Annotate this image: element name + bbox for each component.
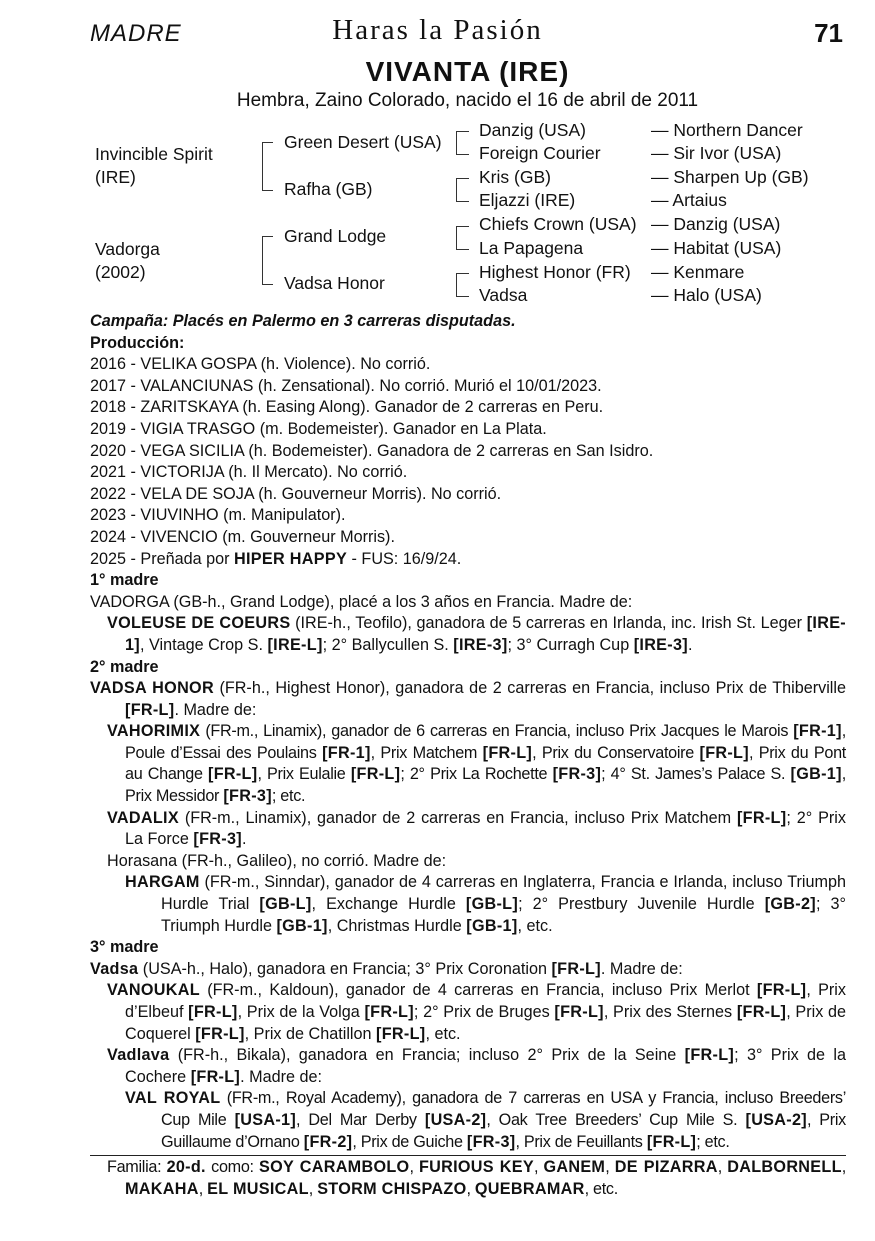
horse-name: VIVANTA (IRE) bbox=[365, 56, 570, 87]
production-heading: Producción: bbox=[90, 333, 185, 352]
production-item: 2018 - ZARITSKAYA (h. Easing Along). Ganador de 2 carreras en Peru. bbox=[90, 398, 604, 417]
horse-name: Vadsa bbox=[90, 959, 139, 978]
gen4-horse: — Habitat (USA) bbox=[651, 238, 782, 258]
production-item: 2016 - VELIKA GOSPA (h. Violence). No corrió. bbox=[90, 355, 431, 374]
offspring-entry: VAHORIMIX (FR-m., Linamix), ganador de 6 carreras en Francia, incluso Prix Jacques le Marois [FR-1], Poule d’Essai des Poulains [FR-1], Prix Matchem [FR-L], Prix du Conservatoire [FR-L], Prix du Pont au Change [FR-L], Prix Eulalie [FR-L]; 2° Prix La Rochette [FR-3]; 4° St. James’s Palace S. [GB-1], Prix Messidor [FR-3]; etc. bbox=[107, 722, 846, 806]
offspring-entry: HARGAM (FR-m., Sinndar), ganador de 4 carreras en Inglaterra, Francia e Irlanda, incluso Triumph Hurdle Trial [GB-L], Exchange Hurdle [GB-L]; 2° Prestbury Juvenile Hurdle [GB-2]; 3° Triumph Hurdle [GB-1], Christmas Hurdle [GB-1], etc. bbox=[125, 873, 846, 935]
family-code: 20-d. bbox=[166, 1158, 206, 1177]
farm-title: Haras la Pasión bbox=[332, 14, 543, 46]
gen3-horse: Danzig (USA) bbox=[479, 120, 586, 140]
production-item: 2020 - VEGA SICILIA (h. Bodemeister). Ganadora de 2 carreras en San Isidro. bbox=[90, 441, 654, 460]
family-horse: SOY CARAMBOLO bbox=[259, 1158, 410, 1177]
offspring-entry: VOLEUSE DE COEURS (IRE-h., Teofilo), ganadora de 5 carreras en Irlanda, inc. Irish St. Leger [IRE-1], Vintage Crop S. [IRE-L]; 2° Ballycullen S. [IRE-3]; 3° Curragh Cup [IRE-3]. bbox=[107, 614, 846, 654]
gen3-horse: La Papagena bbox=[479, 238, 584, 258]
production-item: 2023 - VIUVINHO (m. Manipulator). bbox=[90, 506, 346, 525]
sire-origin: (IRE) bbox=[95, 167, 136, 187]
pedigree-bracket bbox=[456, 226, 469, 250]
page-number: 71 bbox=[814, 18, 843, 48]
pedigree-bracket bbox=[456, 131, 469, 155]
production-item-last: 2025 - Preñada por HIPER HAPPY - FUS: 16/9/24. bbox=[90, 549, 462, 568]
family-horse: FURIOUS KEY bbox=[418, 1158, 534, 1177]
horse-name: VADALIX bbox=[107, 808, 179, 827]
gen2-horse: Green Desert (USA) bbox=[284, 132, 442, 152]
family-horse: MAKAHA bbox=[125, 1179, 199, 1198]
offspring-entry: VANOUKAL (FR-m., Kaldoun), ganador de 4 carreras en Francia, incluso Prix Merlot [FR-L], Prix d’Elbeuf [FR-L], Prix de la Volga [FR-L]; 2° Prix de Bruges [FR-L], Prix des Sternes [FR-L], Prix de Coquerel [FR-L], Prix de Chatillon [FR-L], etc. bbox=[107, 981, 846, 1043]
offspring-entry: Horasana (FR-h., Galileo), no corrió. Madre de: bbox=[107, 851, 447, 870]
gen3-horse: Foreign Courier bbox=[479, 143, 601, 163]
production-item: 2017 - VALANCIUNAS (h. Zensational). No corrió. Murió el 10/01/2023. bbox=[90, 376, 602, 395]
gen3-horse: Chiefs Crown (USA) bbox=[479, 214, 637, 234]
gen3-horse: Eljazzi (IRE) bbox=[479, 190, 576, 210]
pedigree-bracket bbox=[456, 178, 469, 202]
dam-year: (2002) bbox=[95, 262, 146, 282]
gen4-horse: — Halo (USA) bbox=[651, 285, 762, 305]
catalog-body bbox=[90, 311, 846, 1200]
horse-name: VOLEUSE DE COEURS bbox=[107, 614, 291, 633]
horse-name: VAHORIMIX bbox=[107, 722, 201, 741]
gen3-horse: Kris (GB) bbox=[479, 167, 551, 187]
dam-name: Vadorga bbox=[95, 239, 160, 259]
family-line: Familia: 20-d. como: SOY CARAMBOLO, FURIOUS KEY, GANEM, DE PIZARRA, DALBORNELL, MAKAHA, EL MUSICAL, STORM CHISPAZO, QUEBRAMAR, etc. bbox=[90, 1155, 846, 1200]
sire-name: Invincible Spirit bbox=[95, 144, 213, 164]
gen4-horse: — Sharpen Up (GB) bbox=[651, 167, 809, 187]
gen4-horse: — Kenmare bbox=[651, 262, 745, 282]
dam-entry: Vadsa (USA-h., Halo), ganadora en Francia; 3° Prix Coronation [FR-L]. Madre de: bbox=[90, 959, 683, 978]
pedigree-bracket bbox=[456, 273, 469, 297]
gen3-horse: Highest Honor (FR) bbox=[479, 262, 631, 282]
dam-entry: VADSA HONOR (FR-h., Highest Honor), ganadora de 2 carreras en Francia, incluso Prix de Thiberville [FR-L]. Madre de: bbox=[90, 679, 846, 719]
family-horse: DALBORNELL bbox=[727, 1158, 842, 1177]
pedigree-bracket bbox=[262, 142, 273, 191]
family-horse: DE PIZARRA bbox=[614, 1158, 718, 1177]
section-label: MADRE bbox=[90, 20, 182, 47]
offspring-entry: Vadlava (FR-h., Bikala), ganadora en Francia; incluso 2° Prix de la Seine [FR-L]; 3° Prix de la Cochere [FR-L]. Madre de: bbox=[107, 1046, 846, 1086]
offspring-entry: VADALIX (FR-m., Linamix), ganador de 2 carreras en Francia, incluso Prix Matchem [FR-L]; 2° Prix La Force [FR-3]. bbox=[107, 808, 846, 849]
gen4-horse: — Danzig (USA) bbox=[651, 214, 781, 234]
madre3-heading: 3° madre bbox=[90, 938, 159, 957]
covering-sire: HIPER HAPPY bbox=[234, 549, 348, 568]
family-horse: GANEM bbox=[543, 1158, 606, 1177]
family-horse: EL MUSICAL bbox=[207, 1179, 309, 1198]
horse-name: Vadlava bbox=[107, 1046, 170, 1065]
horse-name: HARGAM bbox=[125, 873, 200, 892]
gen2-horse: Vadsa Honor bbox=[284, 273, 385, 293]
gen4-horse: — Northern Dancer bbox=[651, 120, 803, 140]
horse-name: VAL ROYAL bbox=[125, 1089, 221, 1108]
gen3-horse: Vadsa bbox=[479, 285, 528, 305]
family-horse: QUEBRAMAR bbox=[474, 1179, 585, 1198]
madre1-intro: VADORGA (GB-h., Grand Lodge), placé a los 3 años en Francia. Madre de: bbox=[90, 592, 633, 611]
campaign-line: Campaña: Placés en Palermo en 3 carreras disputadas. bbox=[90, 312, 516, 330]
pedigree-bracket bbox=[262, 236, 273, 285]
production-item: 2024 - VIVENCIO (m. Gouverneur Morris). bbox=[90, 527, 395, 546]
horse-name: VADSA HONOR bbox=[90, 679, 214, 698]
offspring-entry: VAL ROYAL (FR-m., Royal Academy), ganadora de 7 carreras en USA y Francia, incluso Breeders’ Cup Mile [USA-1], Del Mar Derby [USA-2], Oak Tree Breeders’ Cup Mile S. [USA-2], Prix Guillaume d’Ornano [FR-2], Prix de Guiche [FR-3], Prix de Feuillants [FR-L]; etc. bbox=[125, 1089, 846, 1151]
madre2-heading: 2° madre bbox=[90, 657, 159, 676]
madre1-heading: 1° madre bbox=[90, 571, 159, 590]
gen4-horse: — Artaius bbox=[651, 190, 727, 210]
family-horse: STORM CHISPAZO bbox=[317, 1179, 467, 1198]
gen2-horse: Rafha (GB) bbox=[284, 179, 373, 199]
production-item: 2021 - VICTORIJA (h. Il Mercato). No corrió. bbox=[90, 463, 408, 482]
gen4-horse: — Sir Ivor (USA) bbox=[651, 143, 782, 163]
production-item: 2019 - VIGIA TRASGO (m. Bodemeister). Ganador en La Plata. bbox=[90, 419, 547, 438]
horse-name: VANOUKAL bbox=[107, 981, 200, 1000]
gen2-horse: Grand Lodge bbox=[284, 226, 387, 246]
horse-subtitle: Hembra, Zaino Colorado, nacido el 16 de abril de 2011 bbox=[236, 90, 699, 111]
production-item: 2022 - VELA DE SOJA (h. Gouverneur Morris). No corrió. bbox=[90, 484, 502, 503]
